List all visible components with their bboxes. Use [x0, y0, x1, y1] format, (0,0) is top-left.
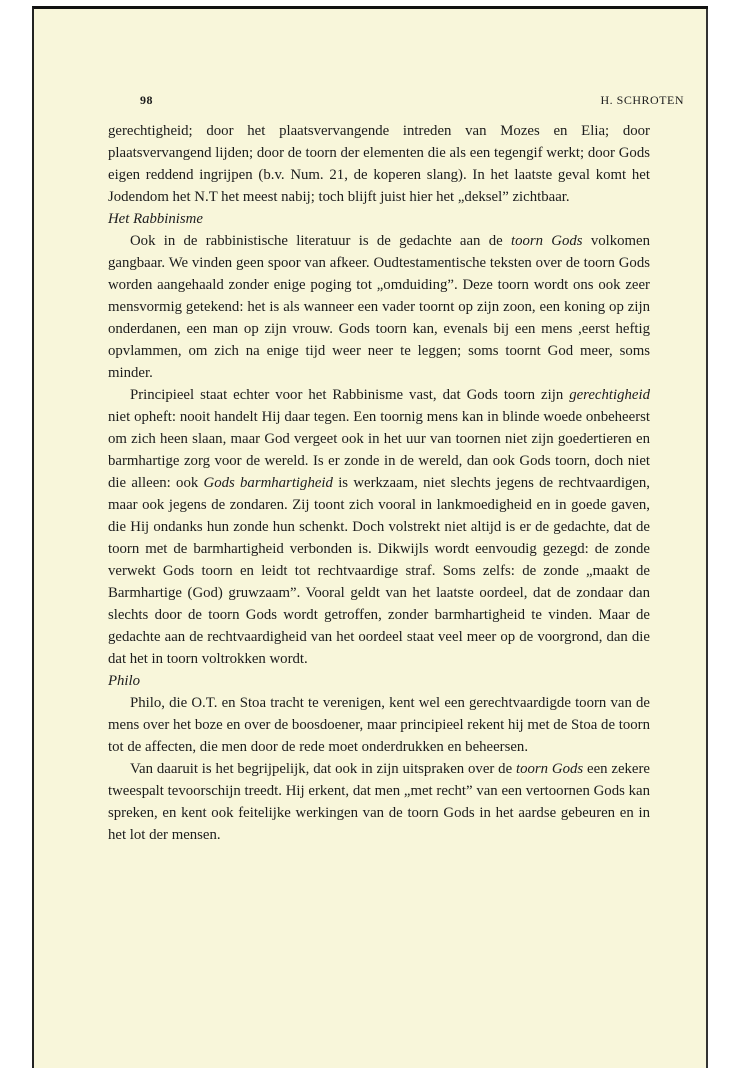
paragraph: Van daaruit is het begrijpelijk, dat ook in zijn uitspraken over de toorn Gods een zekere tweespalt tevoorschijn treedt. Hij erkent, dat men „met recht” van een vertoornen Gods kan spreken, en kent ook feitelijke werkingen van de toorn Gods in het aardse gebeuren en in het lot der mensen.	[108, 761, 650, 843]
paragraph: Philo, die O.T. en Stoa tracht te verenigen, kent wel een gerechtvaardigde toorn van de mens over het boze en over de boosdoener, maar principieel rekent hij met de Stoa de toorn tot de affecten, die men door de rede moet onderdrukken en beheersen.	[108, 695, 650, 755]
section-heading-rabbinisme: Het Rabbinisme	[108, 211, 203, 227]
page-number: 98	[140, 93, 153, 107]
body-text	[108, 120, 650, 846]
paragraph: Principieel staat echter voor het Rabbinisme vast, dat Gods toorn zijn gerechtigheid niet opheft: nooit handelt Hij daar tegen. Een toornig mens kan in blinde woede onbeheerst om zich heen slaan, maar God vergeet ook in het uur van toornen niet zijn goedertieren en barmhartige zorg voor de wereld. Is er zonde in de wereld, dan ook Gods toorn, doch niet die alleen: ook Gods barmhartigheid is werkzaam, niet slechts jegens de rechtvaardigen, maar ook jegens de zondaren. Zij toont zich vooral in lankmoedigheid en in goede gaven, die Hij ondanks hun zonde hun schenkt. Doch volstrekt niet altijd is er de gedachte, dat de toorn met de barmhartigheid verbonden is. Dikwijls wordt eenvoudig gezegd: de zonde verwekt Gods toorn en leidt tot rechtvaardige straf. Soms zelfs: de zonde „maakt de Barmhartige (God) gruwzaam”. Vooral geldt van het laatste oordeel, dat de zondaar dan slechts door de toorn Gods wordt getroffen, zonder barmhartigheid te vinden. Maar de gedachte aan de rechtvaardigheid van het oordeel staat veel meer op de voorgrond, dan die dat het in toorn voltrokken wordt.	[108, 387, 650, 667]
section-heading-philo: Philo	[108, 673, 141, 689]
paragraph: Ook in de rabbinistische literatuur is de gedachte aan de toorn Gods volkomen gangbaar. We vinden geen spoor van afkeer. Oudtestamentische teksten over de toorn Gods worden aangehaald zonder enige poging tot „omduiding”. Deze toorn wordt ons ook zeer mensvormig getekend: het is als wanneer een vader toornt op zijn zoon, een koning op zijn onderdanen, een man op zijn vrouw. Gods toorn kan, evenals bij een mens ,eerst heftig opvlammen, om zich na enige tijd weer neer te leggen; soms toornt God meer, soms minder.	[108, 233, 650, 381]
running-author: H. SCHROTEN	[600, 93, 684, 107]
intro-paragraph: gerechtigheid; door het plaatsvervangende intreden van Mozes en Elia; door plaatsvervangend lijden; door de toorn der elementen die als een tegengif werkt; door Gods eigen reddend ingrijpen (b.v. Num. 21, de koperen slang). In het laatste geval komt het Jodendom het N.T het meest nabij; toch blijft juist hier het „deksel” zichtbaar.	[108, 123, 650, 205]
